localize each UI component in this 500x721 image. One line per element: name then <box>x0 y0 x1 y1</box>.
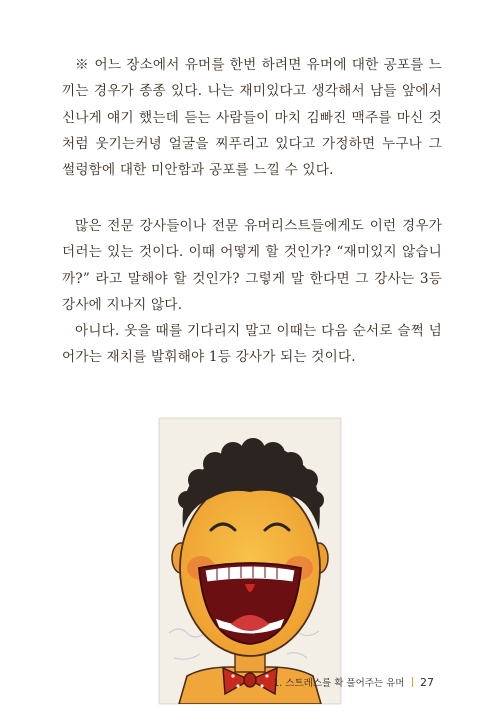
page-footer <box>273 675 434 689</box>
footer-divider <box>412 677 414 687</box>
body-text-block-3 <box>62 318 442 371</box>
laughing-boy-illustration <box>159 418 341 704</box>
paragraph-2: 많은 전문 강사들이나 전문 유머리스트들에게도 이런 경우가 더러는 있는 것이다. 이때 어떻게 할 것인가? “재미있지 않습니까?” 라고 말해야 할 것인가? 그렇게 말 한다면 그 강사는 3등 강사에 지나지 않다. <box>62 218 442 313</box>
chapter-title: 1. 스트레스를 확 풀어주는 유머 <box>273 678 405 689</box>
body-text-block-2 <box>62 213 442 318</box>
paragraph-1: ※ 어느 장소에서 유머를 한번 하려면 유머에 대한 공포를 느끼는 경우가 종종 있다. 나는 재미있다고 생각해서 남들 앞에서 신나게 얘기 했는데 듣는 사람들이 마치 김빠진 맥주를 마신 것처럼 웃기는커녕 얼굴을 찌푸리고 있다고 가정하면 누구나 그 썰렁함에 대한 미안함과 공포를 느낄 수 있다. <box>62 57 442 179</box>
body-text-block-1 <box>62 52 442 183</box>
paragraph-3: 아니다. 웃을 때를 기다리지 말고 이때는 다음 순서로 슬쩍 넘어가는 재치를 발휘해야 1등 강사가 되는 것이다. <box>62 323 442 366</box>
page-number: 27 <box>420 675 434 689</box>
